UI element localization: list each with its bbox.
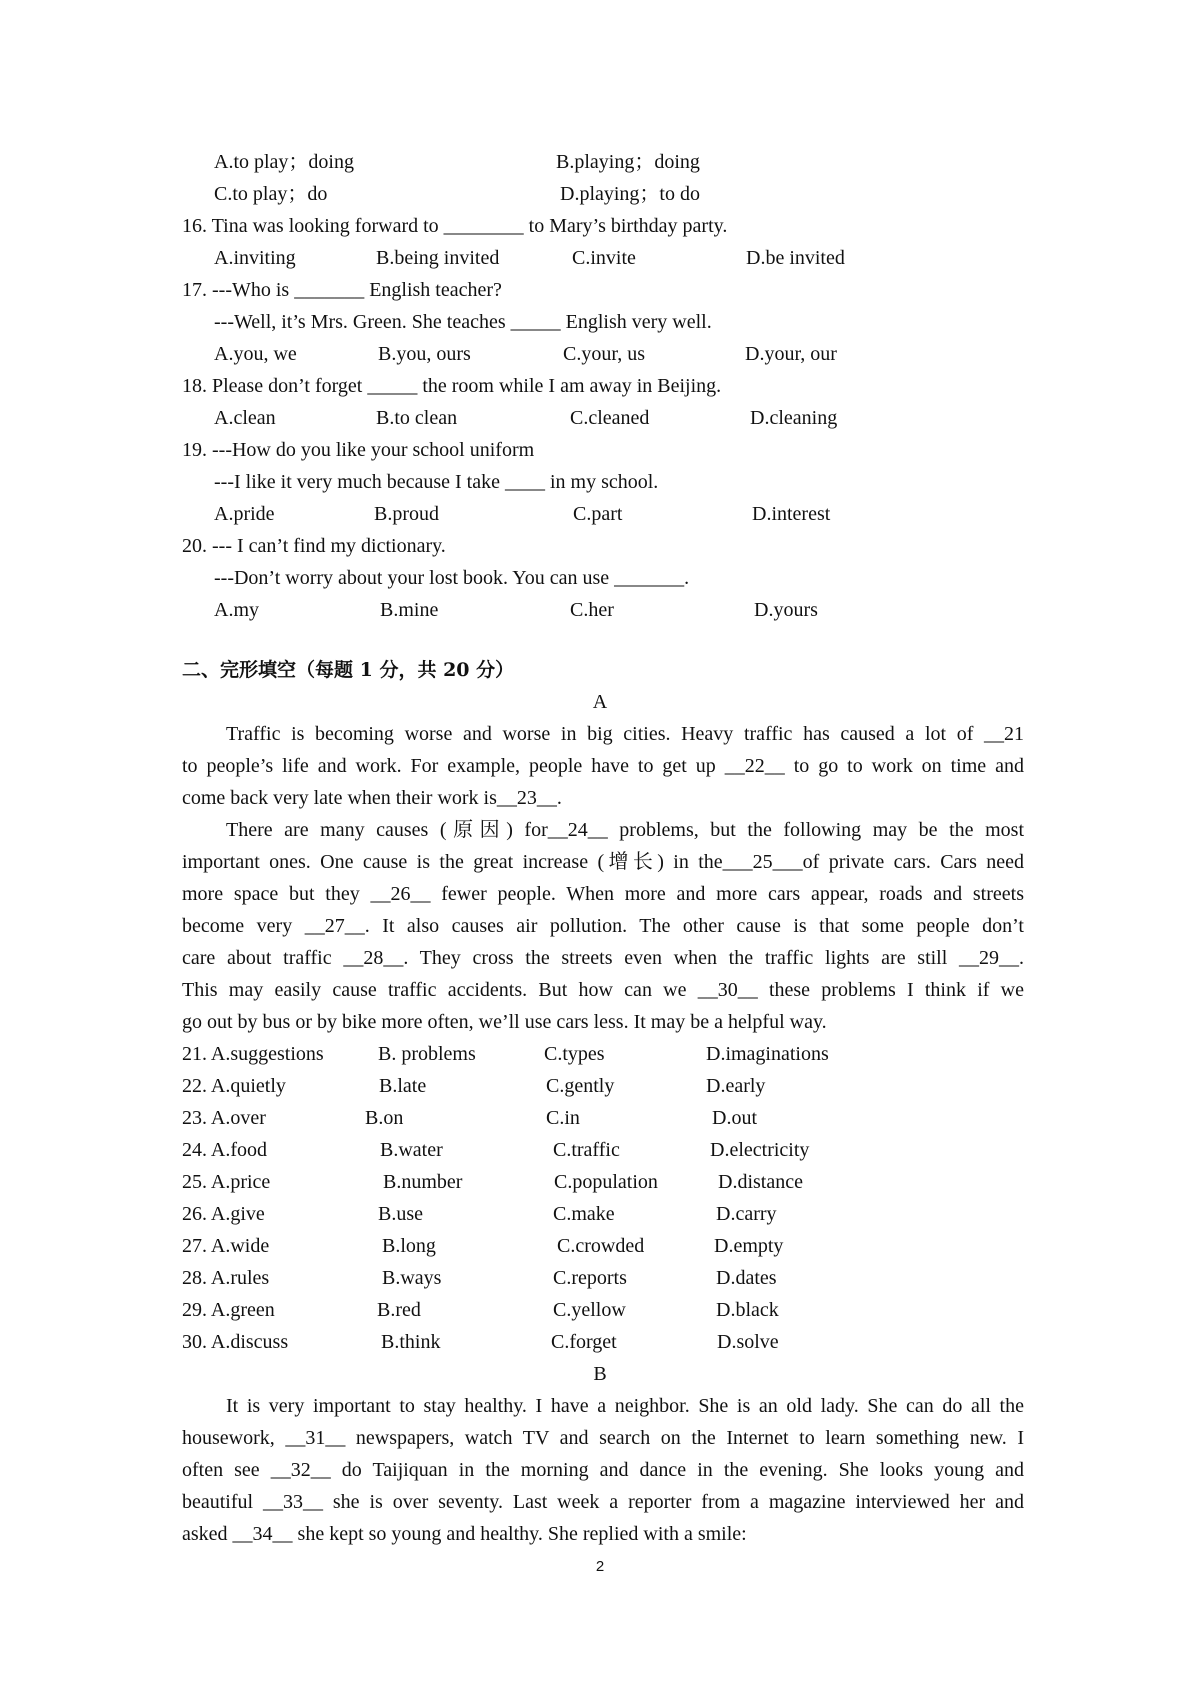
- q19-option-d: D.interest: [752, 503, 831, 525]
- option-row-number: 27. A.wide: [182, 1235, 270, 1257]
- q20-option-b: B.mine: [380, 599, 439, 621]
- option-c: C.traffic: [553, 1139, 620, 1161]
- option-d: D.dates: [716, 1267, 777, 1289]
- passage-a-line: care about traffic __28__. They cross the streets even when the traffic lights are still __29__.: [182, 947, 1024, 969]
- option-b: B.late: [379, 1075, 427, 1097]
- option-c: C.yellow: [553, 1299, 626, 1321]
- option-d: D.empty: [714, 1235, 784, 1257]
- passage-b-label: B: [593, 1363, 607, 1385]
- passage-a-line: become very __27__. It also causes air pollution. The other cause is that some people don’t: [182, 915, 1024, 937]
- option-d: D.black: [716, 1299, 779, 1321]
- option-b: B.number: [383, 1171, 463, 1193]
- option-b: B.long: [382, 1235, 436, 1257]
- q19-line2: ---I like it very much because I take ____ in my school.: [214, 471, 659, 493]
- passage-b-line: asked __34__ she kept so young and healthy. She replied with a smile:: [182, 1523, 747, 1545]
- q16-stem: 16. Tina was looking forward to ________ to Mary’s birthday party.: [182, 215, 728, 237]
- option-b: B.use: [378, 1203, 423, 1225]
- passage-a-line: important ones. One cause is the great increase (增长) in the___25___of private cars. Cars need: [182, 851, 1024, 873]
- q19-option-b: B.proud: [374, 503, 439, 525]
- passage-a-label: A: [592, 691, 608, 713]
- q16-option-c: C.invite: [572, 247, 636, 269]
- q17-option-a: A.you, we: [214, 343, 297, 365]
- option-d: D.distance: [718, 1171, 803, 1193]
- option-row-number: 21. A.suggestions: [182, 1043, 324, 1065]
- option-c: C.types: [544, 1043, 605, 1065]
- option-row-number: 30. A.discuss: [182, 1331, 289, 1353]
- q17-stem: 17. ---Who is _______ English teacher?: [182, 279, 502, 301]
- option-row-number: 28. A.rules: [182, 1267, 270, 1289]
- q17-option-d: D.your, our: [745, 343, 837, 365]
- option-b: B.on: [365, 1107, 404, 1129]
- section-title: 二、完形填空（每题 1 分，共 20 分）: [182, 659, 515, 681]
- option-row-number: 29. A.green: [182, 1299, 275, 1321]
- q18-option-d: D.cleaning: [750, 407, 838, 429]
- passage-a-line: come back very late when their work is__23__.: [182, 787, 562, 809]
- passage-a-line: This may easily cause traffic accidents. But how can we __30__ these problems I think if we: [182, 979, 1024, 1001]
- q20-stem: 20. --- I can’t find my dictionary.: [182, 535, 446, 557]
- option-row-number: 26. A.give: [182, 1203, 265, 1225]
- option-c: C.in: [546, 1107, 580, 1129]
- q16-option-d: D.be invited: [746, 247, 845, 269]
- q20-option-c: C.her: [570, 599, 614, 621]
- q16-option-a: A.inviting: [214, 247, 296, 269]
- passage-a-line: There are many causes (原因) for__24__ problems, but the following may be the most: [226, 819, 1024, 841]
- option-b: B.red: [377, 1299, 421, 1321]
- q20-line2: ---Don’t worry about your lost book. You can use _______.: [214, 567, 690, 589]
- q17-line2: ---Well, it’s Mrs. Green. She teaches _____ English very well.: [214, 311, 712, 333]
- q18-option-c: C.cleaned: [570, 407, 650, 429]
- passage-b-line: beautiful __33__ she is over seventy. Last week a reporter from a magazine interviewed her and: [182, 1491, 1024, 1513]
- passage-b-line: often see __32__ do Taijiquan in the morning and dance in the evening. She looks young and: [182, 1459, 1024, 1481]
- option-row-number: 22. A.quietly: [182, 1075, 286, 1097]
- option-b: B.water: [380, 1139, 443, 1161]
- option-b: B.think: [381, 1331, 441, 1353]
- page-number: 2: [595, 1558, 605, 1575]
- option-b: B.ways: [382, 1267, 442, 1289]
- q16-option-b: B.being invited: [376, 247, 500, 269]
- option-row-number: 23. A.over: [182, 1107, 266, 1129]
- option-d: D.solve: [717, 1331, 779, 1353]
- option-c: C.gently: [546, 1075, 615, 1097]
- q18-stem: 18. Please don’t forget _____ the room while I am away in Beijing.: [182, 375, 722, 397]
- q18-option-a: A.clean: [214, 407, 276, 429]
- q15-option-a: A.to play；doing: [214, 151, 354, 173]
- q15-option-b: B.playing；doing: [556, 151, 700, 173]
- option-row-number: 24. A.food: [182, 1139, 267, 1161]
- q20-option-d: D.yours: [754, 599, 818, 621]
- passage-b-line: It is very important to stay healthy. I have a neighbor. She is an old lady. She can do all the: [226, 1395, 1024, 1417]
- option-d: D.imaginations: [706, 1043, 829, 1065]
- q19-option-a: A.pride: [214, 503, 275, 525]
- passage-b-line: housework, __31__ newspapers, watch TV and search on the Internet to learn something new. I: [182, 1427, 1024, 1449]
- option-row-number: 25. A.price: [182, 1171, 271, 1193]
- option-b: B. problems: [378, 1043, 476, 1065]
- passage-a-line: more space but they __26__ fewer people. When more and more cars appear, roads and streets: [182, 883, 1024, 905]
- option-c: C.make: [553, 1203, 615, 1225]
- q20-option-a: A.my: [214, 599, 259, 621]
- q17-option-c: C.your, us: [563, 343, 645, 365]
- passage-a-line: Traffic is becoming worse and worse in big cities. Heavy traffic has caused a lot of __21: [226, 723, 1024, 745]
- option-d: D.out: [712, 1107, 757, 1129]
- q15-option-d: D.playing；to do: [560, 183, 700, 205]
- passage-a-line: go out by bus or by bike more often, we’ll use cars less. It may be a helpful way.: [182, 1011, 827, 1033]
- option-c: C.crowded: [557, 1235, 645, 1257]
- q19-stem: 19. ---How do you like your school uniform: [182, 439, 535, 461]
- option-d: D.electricity: [710, 1139, 810, 1161]
- option-d: D.carry: [716, 1203, 777, 1225]
- q18-option-b: B.to clean: [376, 407, 458, 429]
- passage-a-line: to people’s life and work. For example, people have to get up __22__ to go to work on time and: [182, 755, 1024, 777]
- option-c: C.population: [554, 1171, 658, 1193]
- option-c: C.forget: [551, 1331, 617, 1353]
- q17-option-b: B.you, ours: [378, 343, 471, 365]
- q19-option-c: C.part: [573, 503, 623, 525]
- option-c: C.reports: [553, 1267, 627, 1289]
- q15-option-c: C.to play；do: [214, 183, 328, 205]
- option-d: D.early: [706, 1075, 766, 1097]
